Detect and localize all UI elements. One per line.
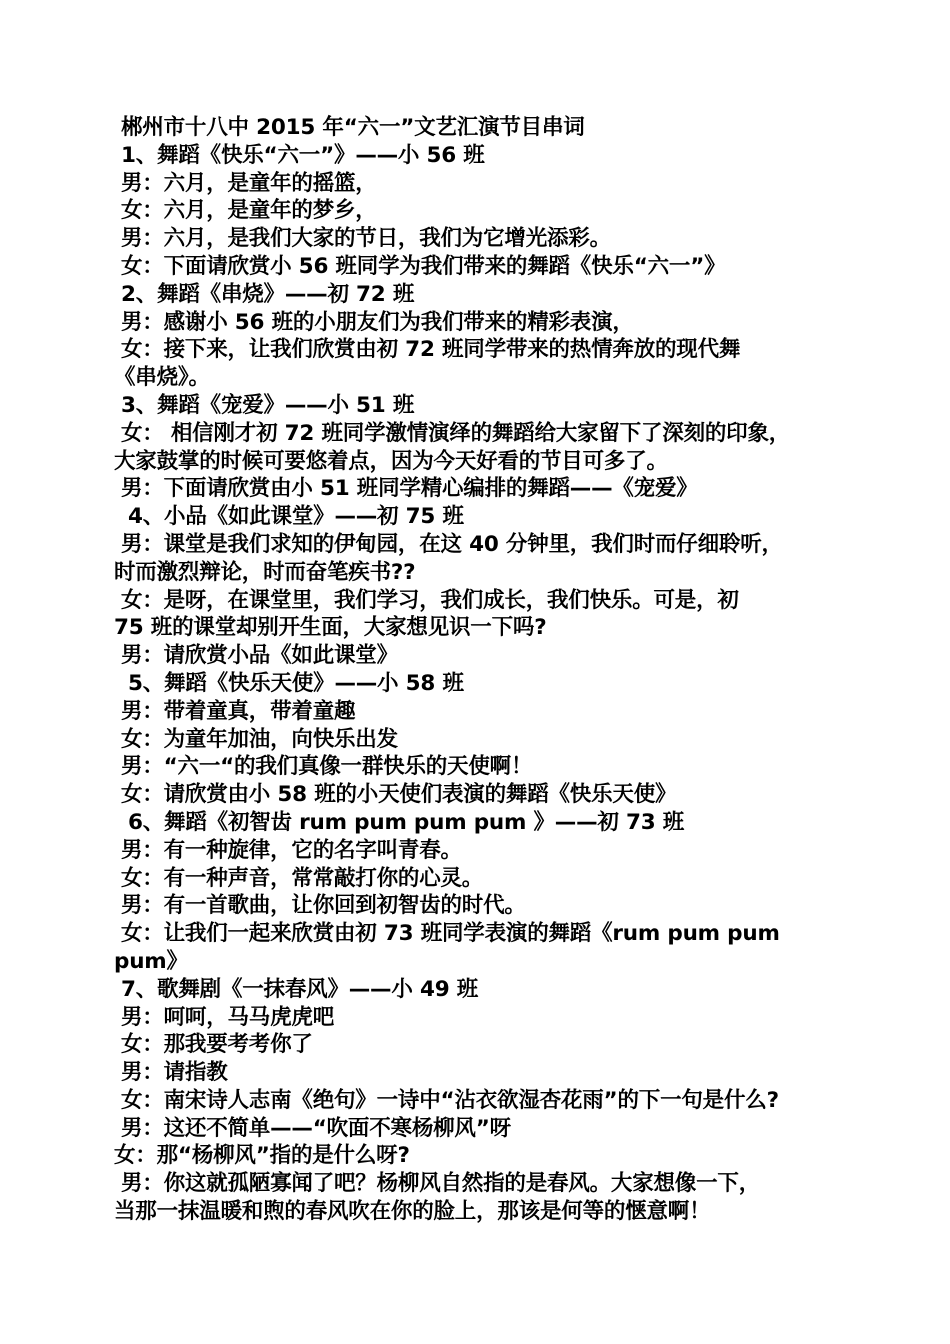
dialogue-line: 女：那“杨柳风”指的是什么呀? (114, 1143, 410, 1169)
dialogue-line-continued: 大家鼓掌的时候可要悠着点，因为今天好看的节目可多了。 (114, 448, 668, 474)
dialogue-line-continued: 时而激烈辩论，时而奋笔疾书?? (114, 559, 416, 585)
program-heading-4: 4、小品《如此课堂》——初 75 班 (128, 504, 464, 530)
dialogue-line: 女：接下来，让我们欣赏由初 72 班同学带来的热情奔放的现代舞 (121, 337, 741, 363)
document-page (114, 114, 874, 1226)
program-heading-7: 7、歌舞剧《一抹春风》——小 49 班 (121, 976, 479, 1002)
dialogue-line: 女：南宋诗人志南《绝句》一诗中“沾衣欲湿杏花雨”的下一句是什么? (121, 1087, 779, 1113)
dialogue-line: 男：六月，是我们大家的节日，我们为它增光添彩。 (121, 226, 611, 252)
dialogue-line: 男：有一首歌曲，让你回到初智齿的时代。 (121, 893, 526, 919)
dialogue-line: 男：课堂是我们求知的伊甸园，在这 40 分钟里，我们时而仔细聆听， (121, 531, 783, 557)
dialogue-line: 女： 相信刚才初 72 班同学激情演绎的舞蹈给大家留下了深刻的印象， (121, 420, 791, 446)
dialogue-line: 女：为童年加油，向快乐出发 (121, 726, 398, 752)
dialogue-line: 女：六月，是童年的梦乡， (121, 198, 377, 224)
program-heading-3: 3、舞蹈《宠爱》——小 51 班 (121, 392, 415, 418)
dialogue-line: 女：下面请欣赏小 56 班同学为我们带来的舞蹈《快乐“六一”》 (121, 253, 726, 279)
dialogue-line: 女：请欣赏由小 58 班的小天使们表演的舞蹈《快乐天使》 (121, 782, 677, 808)
document-title: 郴州市十八中 2015 年“六一”文艺汇演节目串词 (121, 115, 585, 140)
dialogue-line: 男：带着童真，带着童趣 (121, 698, 356, 724)
dialogue-line: 男：请欣赏小品《如此课堂》 (121, 643, 398, 669)
dialogue-line: 男：请指教 (121, 1060, 228, 1086)
dialogue-line: 男：你这就孤陋寡闻了吧？杨柳风自然指的是春风。大家想像一下， (121, 1171, 761, 1197)
program-heading-6: 6、舞蹈《初智齿 rum pum pum pum 》——初 73 班 (128, 809, 685, 835)
dialogue-line: 男：有一种旋律，它的名字叫青春。 (121, 837, 462, 863)
dialogue-line: 男：六月，是童年的摇篮， (121, 170, 377, 196)
program-heading-1: 1、舞蹈《快乐“六一”》——小 56 班 (121, 142, 485, 168)
dialogue-line-continued: 当那一抹温暖和煦的春风吹在你的脸上，那该是何等的惬意啊！ (114, 1199, 711, 1225)
dialogue-line: 女：有一种声音，常常敲打你的心灵。 (121, 865, 484, 891)
dialogue-line: 女：让我们一起来欣赏由初 73 班同学表演的舞蹈《rum pum pum (121, 921, 780, 947)
dialogue-line: 女：是呀，在课堂里，我们学习，我们成长，我们快乐。可是，初 (121, 587, 739, 613)
dialogue-line: 女：那我要考考你了 (121, 1032, 313, 1058)
dialogue-line: 男：下面请欣赏由小 51 班同学精心编排的舞蹈——《宠爱》 (121, 476, 698, 502)
dialogue-line-continued: pum》 (114, 948, 188, 974)
dialogue-line: 男：感谢小 56 班的小朋友们为我们带来的精彩表演， (121, 309, 634, 335)
dialogue-line-continued: 《串烧》。 (114, 365, 210, 391)
dialogue-line: 男：这还不简单——“吹面不寒杨柳风”呀 (121, 1115, 511, 1141)
program-heading-2: 2、舞蹈《串烧》——初 72 班 (121, 281, 415, 307)
dialogue-line-continued: 75 班的课堂却别开生面，大家想见识一下吗? (114, 615, 547, 641)
dialogue-line: 男：“六一“的我们真像一群快乐的天使啊！ (121, 754, 533, 780)
dialogue-line: 男：呵呵，马马虎虎吧 (121, 1004, 335, 1030)
program-heading-5: 5、舞蹈《快乐天使》——小 58 班 (128, 670, 464, 696)
